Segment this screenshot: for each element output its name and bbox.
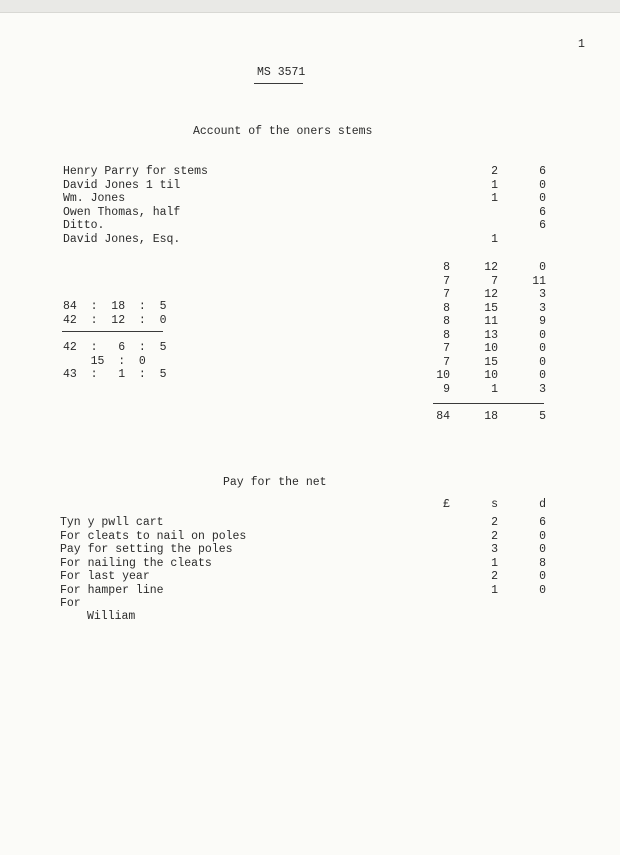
sum-shillings: 12 (484, 288, 498, 301)
ms-reference-underline (254, 83, 303, 84)
total-pence: 5 (539, 410, 546, 423)
net-entry-name: Tyn y pwll cart (60, 516, 164, 529)
header-pence: d (539, 498, 546, 511)
calc-line: 15 : 0 (63, 354, 146, 368)
sum-pence: 3 (539, 288, 546, 301)
net-entry-shillings: 2 (491, 570, 498, 583)
net-entry-pence: 6 (539, 516, 546, 529)
calc-line: 84 : 18 : 5 (63, 300, 167, 313)
entry-pence: 0 (539, 192, 546, 205)
calc-line: 42 : 12 : 0 (63, 314, 167, 327)
sum-shillings: 11 (484, 315, 498, 328)
net-entry-pence: 0 (539, 529, 546, 543)
sum-shillings: 12 (484, 261, 498, 274)
calc-line: 42 : 6 : 5 (63, 341, 167, 354)
section2-title: Pay for the net (223, 476, 327, 489)
sum-pounds: 7 (443, 288, 450, 301)
entry-pence: 6 (539, 219, 546, 232)
entry-shillings: 1 (491, 178, 498, 192)
sum-pence: 0 (539, 355, 546, 369)
sum-pounds: 7 (443, 274, 450, 288)
header-pounds: £ (443, 498, 450, 511)
sum-pounds: 8 (443, 301, 450, 315)
net-entry-name: For last year (60, 570, 150, 583)
sum-shillings: 13 (484, 328, 498, 342)
net-entry-pence: 0 (539, 543, 546, 556)
page-number: 1 (578, 38, 585, 51)
sum-pounds: 10 (436, 369, 450, 382)
ms-reference: MS 3571 (257, 66, 306, 79)
header-shillings: s (491, 498, 498, 511)
sum-shillings: 7 (491, 274, 498, 288)
entry-shillings: 1 (491, 232, 498, 246)
entry-pence: 0 (539, 178, 546, 192)
sum-shillings: 10 (484, 369, 498, 382)
entry-name: Wm. Jones (63, 192, 126, 205)
sum-pence: 0 (539, 369, 546, 382)
sum-pence: 0 (539, 261, 546, 274)
sum-pence: 11 (532, 274, 546, 288)
entry-name: David Jones, Esq. (63, 232, 181, 246)
net-entry-pence: 8 (539, 556, 546, 570)
sum-pence: 3 (539, 301, 546, 315)
sum-pounds: 8 (443, 328, 450, 342)
entry-pence: 6 (539, 205, 546, 219)
sum-pounds: 7 (443, 355, 450, 369)
sum-pence: 9 (539, 315, 546, 328)
sum-pounds: 7 (443, 342, 450, 355)
net-entry-name: For nailing the cleats (60, 556, 212, 570)
section1-title: Account of the oners stems (193, 125, 373, 138)
calc-rule (62, 331, 163, 332)
total-pounds: 84 (436, 410, 450, 423)
entry-name: Henry Parry for stems (63, 165, 208, 178)
net-entry-name: For (60, 597, 81, 610)
signature-name: William (87, 610, 136, 623)
net-entry-shillings: 2 (491, 516, 498, 529)
net-entry-pence: 0 (539, 583, 546, 597)
sum-pounds: 8 (443, 261, 450, 274)
net-entry-pence: 0 (539, 570, 546, 583)
sum-pence: 0 (539, 328, 546, 342)
entry-shillings: 2 (491, 165, 498, 178)
net-entry-name: For hamper line (60, 583, 164, 597)
net-entry-name: Pay for setting the poles (60, 543, 233, 556)
sums-total-rule (433, 403, 544, 404)
sum-shillings: 15 (484, 355, 498, 369)
sum-shillings: 1 (491, 382, 498, 396)
calc-line: 43 : 1 : 5 (63, 368, 167, 381)
entry-pence: 6 (539, 165, 546, 178)
net-entry-shillings: 1 (491, 556, 498, 570)
entry-shillings: 1 (491, 192, 498, 205)
entry-name: David Jones 1 til (63, 178, 181, 192)
sum-pounds: 8 (443, 315, 450, 328)
entry-name: Owen Thomas, half (63, 205, 181, 219)
sum-pence: 3 (539, 382, 546, 396)
net-entry-shillings: 3 (491, 543, 498, 556)
sum-shillings: 10 (484, 342, 498, 355)
net-entry-shillings: 2 (491, 529, 498, 543)
net-entry-shillings: 1 (491, 583, 498, 597)
total-shillings: 18 (484, 410, 498, 423)
net-entry-name: For cleats to nail on poles (60, 529, 247, 543)
sum-pence: 0 (539, 342, 546, 355)
sum-shillings: 15 (484, 301, 498, 315)
sum-pounds: 9 (443, 382, 450, 396)
entry-name: Ditto. (63, 219, 105, 232)
